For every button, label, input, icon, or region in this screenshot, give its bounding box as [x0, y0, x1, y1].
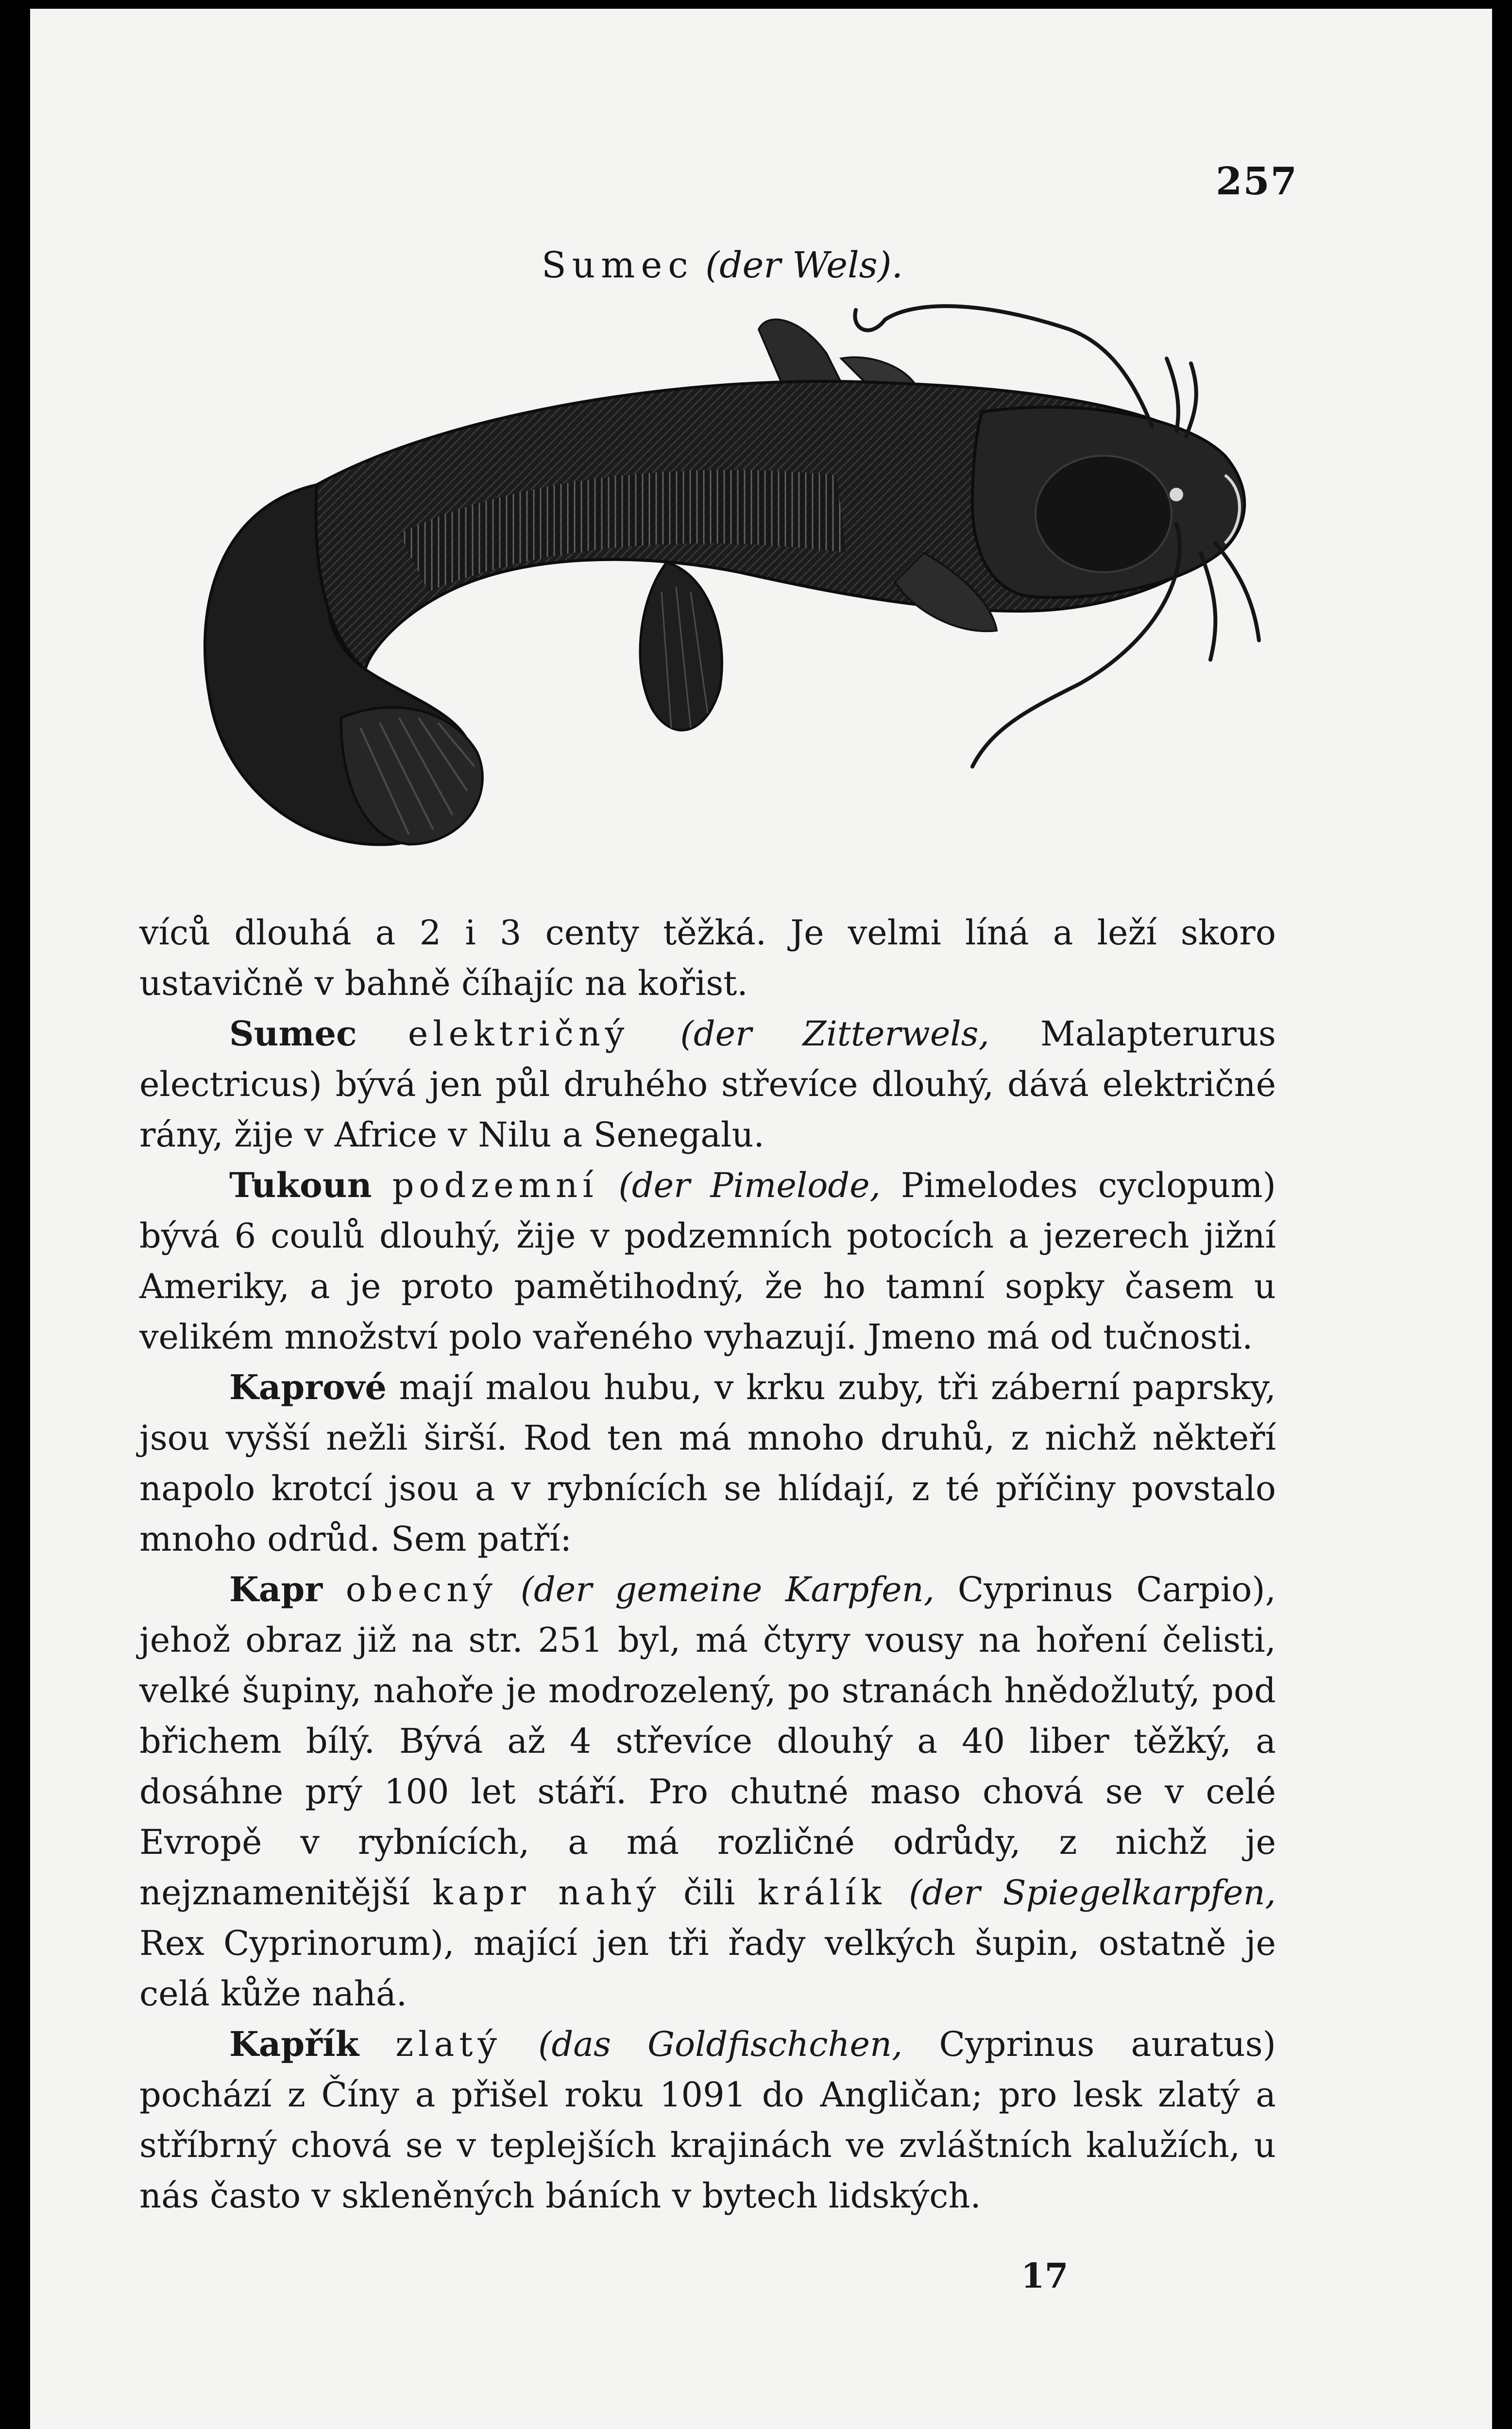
german-name: (der gemeine Karpfen,	[520, 1570, 935, 1609]
species-term: Kapřík	[229, 2024, 359, 2064]
german-name: (der Zitterwels,	[680, 1014, 989, 1054]
paragraph-text: mají malou hubu, v krku zuby, tři záberní paprsky, jsou vyšší nežli širší. Rod ten má mnoho druhů, z nichž někteří napolo krotcí jsou a v rybnících se hlídají, z té příčiny povstalo mnoho odrůd. Sem patří:	[139, 1368, 1276, 1559]
page-number: 257	[1216, 159, 1298, 204]
variety-term: kapr nahý	[432, 1873, 661, 1913]
paragraph-tukoun	[139, 1160, 1276, 1362]
paragraph-text: víců dlouhá a 2 i 3 centy těžká. Je velmi líná a leží skoro ustavičně v bahně číhajíc na kořist.	[139, 913, 1276, 1003]
body-text	[139, 907, 1276, 2221]
species-term: Kaprové	[229, 1367, 387, 1407]
paragraph-kaprik	[139, 2019, 1276, 2221]
german-name: (der Pimelode,	[618, 1165, 881, 1205]
german-name: (das Goldfischchen,	[538, 2024, 903, 2064]
catfish-illustration	[156, 300, 1274, 907]
catfish-eye	[1170, 488, 1183, 501]
species-term: Tukoun	[229, 1165, 372, 1205]
figure-caption-title: Sumec	[541, 244, 694, 286]
species-epithet: podzemní	[392, 1165, 598, 1205]
paragraph-text: Cyprinus Carpio), jehož obraz již na str. 251 byl, má čtyry vousy na hoření čelisti, velké šupiny, nahoře je modrozelený, po stranách hnědožlutý, pod břichem bílý. Bývá až 4 střevíce dlouhý a 40 liber těžký, a dosáhne prý 100 let stáří. Pro chutné maso chová se v celé Evropě v rybnících, a má rozličné odrůdy, z nichž je nejznamenitější	[139, 1570, 1276, 1913]
figure-caption	[30, 244, 1414, 286]
paragraph-text: Pimelodes cyclopum) bývá 6 coulů dlouhý, žije v podzemních potocích a jezerech jižní Ameriky, a je proto pamětihodný, že ho tamní sopky časem u velikém množství polo vařeného vyhazují. Jmeno má od tučnosti.	[139, 1165, 1276, 1357]
paragraph-sumec-elektricny	[139, 1009, 1276, 1160]
paragraph-text: čili	[683, 1873, 735, 1913]
catfish-cheek	[1036, 456, 1172, 572]
species-epithet: električný	[408, 1014, 629, 1054]
species-term: Kapr	[229, 1569, 323, 1609]
paragraph-continuation	[139, 907, 1276, 1009]
printer-signature: 17	[1021, 2256, 1069, 2296]
variety-term: králík	[757, 1873, 886, 1913]
book-page	[30, 9, 1492, 2429]
species-term: Sumec	[229, 1013, 357, 1054]
paragraph-kaprove	[139, 1362, 1276, 1564]
figure-caption-german: (der Wels).	[705, 244, 903, 286]
paragraph-text: Malapterurus electricus) bývá jen půl druhého střevíce dlouhý, dává električné rány, žije v Africe v Nilu a Senegalu.	[139, 1014, 1276, 1155]
paragraph-text: Cyprinus auratus) pochází z Číny a přišel roku 1091 do Angličan; pro lesk zlatý a stříbrný chová se v teplejších krajinách ve zvláštních kalužích, u nás často v skleněných báních v bytech lidských.	[139, 2024, 1276, 2216]
german-name: (der Spiegelkarpfen,	[909, 1873, 1276, 1913]
species-epithet: obecný	[345, 1570, 497, 1609]
paragraph-text: Rex Cyprinorum), mající jen tři řady velkých šupin, ostatně je celá kůže nahá.	[139, 1923, 1276, 2014]
species-epithet: zlatý	[395, 2024, 502, 2064]
paragraph-kapr	[139, 1564, 1276, 2019]
pelvic-fin	[640, 563, 722, 730]
